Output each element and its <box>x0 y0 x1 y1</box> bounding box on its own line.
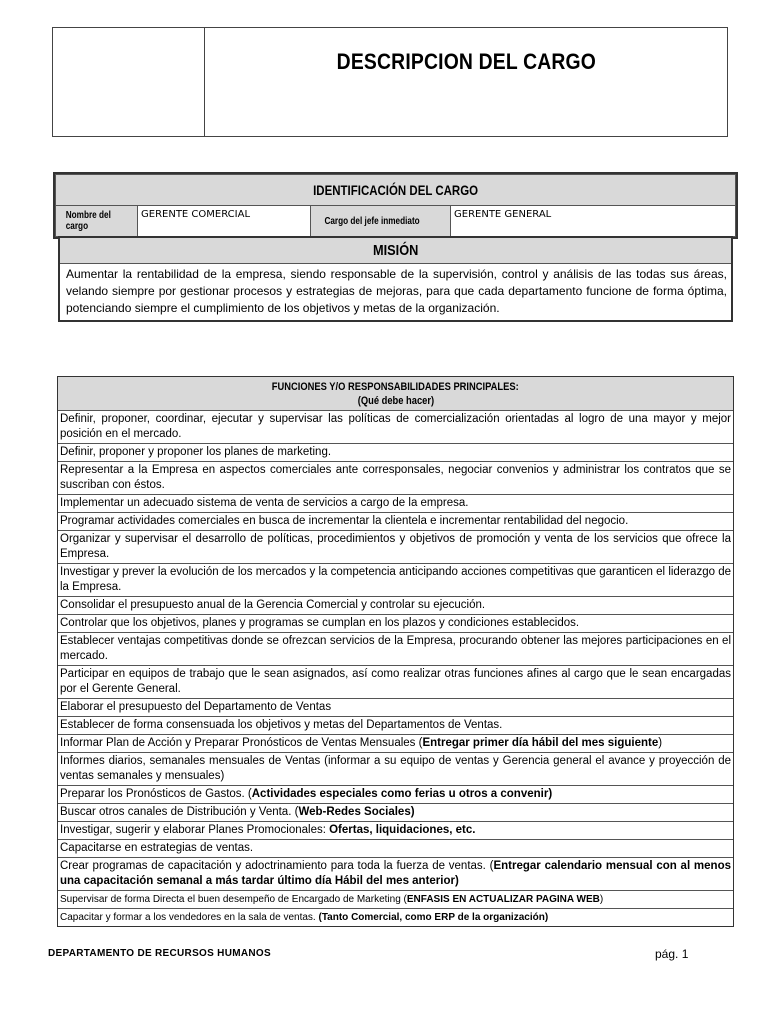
funcion-row <box>58 786 733 804</box>
funcion-text: Preparar los Pronósticos de Gastos. ( <box>60 788 252 800</box>
funcion-row <box>58 804 733 822</box>
funcion-text: Informar Plan de Acción y Preparar Pronósticos de Ventas Mensuales ( <box>60 737 423 749</box>
funcion-row <box>58 909 733 926</box>
funcion-highlight: Actividades especiales como ferias u otros a convenir) <box>251 788 553 800</box>
funcion-text-end: ) <box>599 894 604 905</box>
funcion-text: Consolidar el presupuesto anual de la Gerencia Comercial y controlar su ejecución. <box>60 599 486 611</box>
funcion-text: Participar en equipos de trabajo que le sean asignados, así como realizar otras funciones afines al cargo que le sean encargadas por el Gerente General. <box>60 668 731 695</box>
funcion-row <box>58 858 733 891</box>
funcion-row <box>58 462 733 495</box>
funcion-text: Programar actividades comerciales en busca de incrementar la clientela e incrementar rentabilidad del negocio. <box>60 515 629 527</box>
funcion-text: Implementar un adecuado sistema de venta de servicios a cargo de la empresa. <box>60 497 469 509</box>
funciones-section <box>57 376 734 927</box>
logo-cell <box>53 28 205 136</box>
funcion-text: Capacitarse en estrategias de ventas. <box>60 842 254 854</box>
funcion-highlight: Ofertas, liquidaciones, etc. <box>329 824 476 836</box>
identificacion-section <box>53 172 738 239</box>
funcion-row <box>58 615 733 633</box>
funcion-row <box>58 891 733 909</box>
title-cell <box>205 28 727 136</box>
funcion-row <box>58 840 733 858</box>
funcion-text: Controlar que los objetivos, planes y programas se cumplan en los plazos y condiciones establecidos. <box>60 617 580 629</box>
document-title: DESCRIPCION DEL CARGO <box>336 49 596 74</box>
funcion-row <box>58 735 733 753</box>
funcion-text: Definir, proponer y proponer los planes de marketing. <box>60 446 332 458</box>
document-header <box>52 27 728 137</box>
funcion-text: Establecer de forma consensuada los objetivos y metas del Departamentos de Ventas. <box>60 719 503 731</box>
funcion-row <box>58 495 733 513</box>
funcion-text: Crear programas de capacitación y adoctrinamiento para toda la fuerza de ventas. ( <box>60 860 494 872</box>
funcion-text: Capacitar y formar a los vendedores en la sala de ventas. <box>60 912 319 923</box>
mision-text: Aumentar la rentabilidad de la empresa, siendo responsable de la supervisión, control y análisis de las todas sus áreas, velando siempre por gestionar procesos y estrategias de mejoras, para que cada departamento funcione de forma óptima, potenciando siempre el cumplimiento de los objetivos y metas de la organización. <box>66 267 727 315</box>
funcion-text: Supervisar de forma Directa el buen desempeño de Encargado de Marketing ( <box>60 894 407 905</box>
funcion-highlight: (Tanto Comercial, como ERP de la organización) <box>318 912 549 923</box>
jefe-inmediato-value: GERENTE GENERAL <box>451 206 736 237</box>
funcion-text: Establecer ventajas competitivas donde se ofrezcan servicios de la Empresa, procurando obtener las mejores participaciones en el mercado. <box>60 635 731 662</box>
funcion-row <box>58 531 733 564</box>
funciones-subtitle: (Qué debe hacer) <box>357 395 434 407</box>
funciones-list <box>58 411 733 926</box>
footer-department: DEPARTAMENTO DE RECURSOS HUMANOS <box>48 948 271 959</box>
funcion-text: Investigar, sugerir y elaborar Planes Promocionales: <box>60 824 330 836</box>
funcion-text: Elaborar el presupuesto del Departamento de Ventas <box>60 701 332 713</box>
funcion-row <box>58 753 733 786</box>
funcion-text: Representar a la Empresa en aspectos comerciales ante corresponsales, negociar convenios y administrar los contratos que se suscriban con éstos. <box>60 464 731 491</box>
funcion-text: Informes diarios, semanales mensuales de Ventas (informar a su equipo de ventas y Gerencia general el avance y proyección de ventas semanales y mensuales) <box>60 755 731 782</box>
funcion-row <box>58 597 733 615</box>
nombre-cargo-label: Nombre del cargo <box>56 206 138 237</box>
funcion-row <box>58 717 733 735</box>
funcion-row <box>58 699 733 717</box>
funcion-row <box>58 666 733 699</box>
nombre-cargo-value: GERENTE COMERCIAL <box>138 206 311 237</box>
mision-title: MISIÓN <box>60 238 731 264</box>
footer-page-number: pág. 1 <box>655 947 689 961</box>
funcion-row <box>58 633 733 666</box>
funcion-highlight: Web-Redes Sociales) <box>298 806 415 818</box>
funciones-header <box>58 377 733 411</box>
funcion-row <box>58 513 733 531</box>
funcion-highlight: Entregar calendario mensual con al menos una capacitación semanal a más tardar último día Hábil del mes anterior) <box>60 860 731 887</box>
funcion-row <box>58 564 733 597</box>
funcion-highlight: ENFASIS EN ACTUALIZAR PAGINA WEB <box>406 894 600 905</box>
funcion-text: Investigar y prever la evolución de los mercados y la competencia anticipando acciones competitivas que garanticen el liderazgo de la Empresa. <box>60 566 731 593</box>
identificacion-title: IDENTIFICACIÓN DEL CARGO <box>56 175 736 206</box>
funcion-text: Definir, proponer, coordinar, ejecutar y supervisar las políticas de comercialización orientadas al logro de una mayor y mejor posición en el mercado. <box>60 413 731 440</box>
funcion-row <box>58 444 733 462</box>
funcion-text-end: ) <box>658 737 663 749</box>
funcion-row <box>58 411 733 444</box>
mision-section <box>58 236 733 322</box>
funcion-text: Buscar otros canales de Distribución y Venta. ( <box>60 806 299 818</box>
funcion-text: Organizar y supervisar el desarrollo de políticas, procedimientos y objetivos de promoción y venta de los servicios que ofrece la Empresa. <box>60 533 731 560</box>
funcion-highlight: Entregar primer día hábil del mes siguiente <box>422 737 659 749</box>
jefe-inmediato-label: Cargo del jefe inmediato <box>311 206 451 237</box>
funciones-title: FUNCIONES Y/O RESPONSABILIDADES PRINCIPALES: <box>272 381 519 393</box>
funcion-row <box>58 822 733 840</box>
